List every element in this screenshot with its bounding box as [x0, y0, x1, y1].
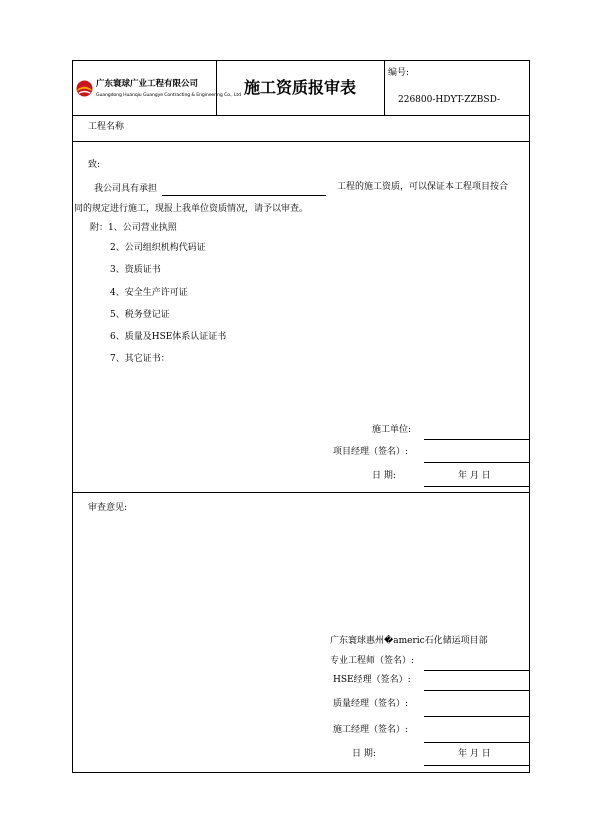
hse-sign-line[interactable]	[424, 690, 530, 691]
date-label-upper: 日 期:	[372, 471, 396, 481]
line1-prefix: 我公司具有承担	[94, 184, 158, 194]
quality-sign-line[interactable]	[424, 716, 530, 717]
date-label-lower: 日 期:	[352, 749, 376, 759]
date-value-lower: 年 月 日	[458, 749, 491, 759]
sign-unit-line[interactable]	[424, 439, 530, 440]
form-title: 施工资质报审表	[244, 78, 357, 97]
header-divider-1	[216, 60, 217, 115]
construction-sign-label: 施工经理（签名）:	[333, 725, 409, 735]
section-divider-line	[72, 492, 530, 493]
attach-item-2: 2、公司组织机构代码证	[110, 243, 206, 253]
line2-text: 同的规定进行施工，现报上我单位资质情况，请予以审查。	[74, 204, 309, 214]
date-line-upper[interactable]	[424, 486, 530, 487]
engineer-sign-label: 专业工程师（签名）:	[330, 656, 415, 666]
project-name-label: 工程名称	[88, 122, 125, 132]
to-label: 致:	[88, 160, 101, 170]
opinion-label: 审查意见:	[88, 503, 128, 513]
line1-suffix: 工程的施工资质，可以保证本工程项目按合	[337, 182, 509, 192]
attach-item-5: 5、税务登记证	[110, 310, 170, 320]
date-line-lower[interactable]	[424, 765, 530, 766]
construction-sign-line[interactable]	[424, 742, 530, 743]
attach-item-1: 附：1、公司营业执照	[90, 223, 177, 233]
engineer-sign-line[interactable]	[424, 670, 530, 671]
quality-sign-label: 质量经理（签名）:	[333, 699, 409, 709]
date-value-upper: 年 月 日	[458, 471, 491, 481]
qualification-form	[72, 60, 530, 773]
attach-item-4: 4、安全生产许可证	[110, 288, 188, 298]
sign-pm-label: 项目经理（签名）:	[333, 447, 409, 457]
project-row-bottom-line	[72, 141, 530, 142]
attach-item-6: 6、质量及HSE体系认证证书	[110, 332, 227, 342]
number-label: 编号:	[388, 68, 410, 78]
header-divider-2	[384, 60, 385, 115]
attach-item-3: 3、资质证书	[110, 265, 161, 275]
attach-item-7: 7、其它证书：	[110, 354, 170, 364]
header-bottom-line	[72, 115, 530, 116]
hse-sign-label: HSE经理（签名）:	[333, 675, 411, 685]
company-logo-icon	[76, 80, 93, 97]
sign-unit-label: 施工单位:	[372, 425, 412, 435]
company-name-cn: 广东寰球广业工程有限公司	[96, 79, 199, 89]
review-dept: 广东寰球惠州�americ石化储运项目部	[330, 636, 488, 646]
sign-pm-line[interactable]	[424, 462, 530, 463]
project-blank-line[interactable]	[162, 195, 326, 196]
number-value: 226800-HDYT-ZZBSD-	[398, 95, 500, 105]
company-name-en: Guangdong Huanqiu Guangye Contracting & Engineering Co., Ltd	[96, 93, 241, 98]
